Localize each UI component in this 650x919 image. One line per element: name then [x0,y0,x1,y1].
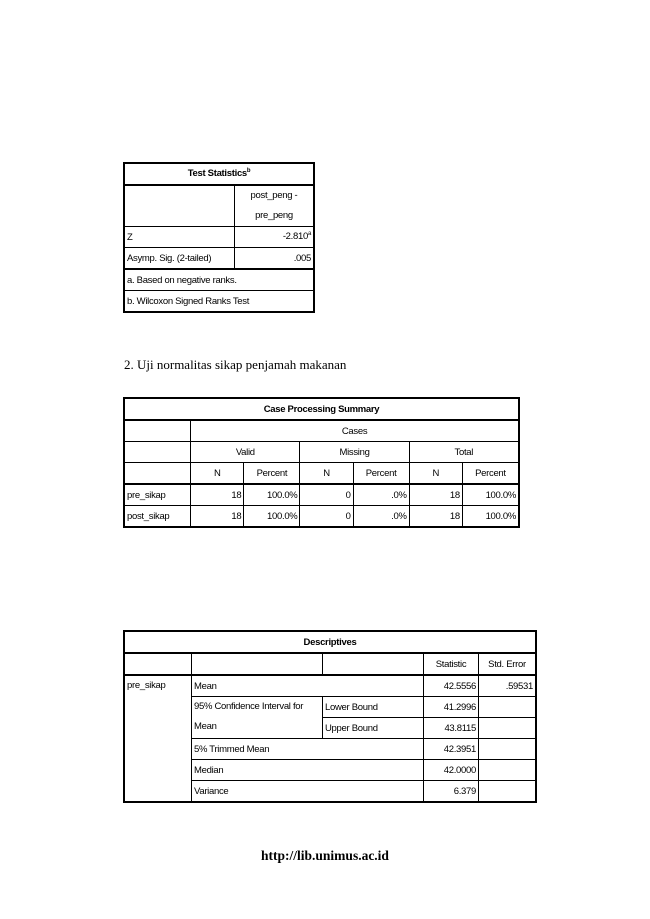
test-statistics-title: Test Statistics$^b$ [124,163,314,185]
table-row: Upper Bound 43.8115 [124,718,536,739]
descriptives-title: Descriptives [124,631,536,653]
table-row: Asymp. Sig. (2-tailed) .005 [124,248,314,270]
footnote-a: a. Based on negative ranks. [124,269,314,291]
case-processing-table: Case Processing Summary Cases Valid Missing Total N Percent N Percent N Percent pre_sikap 18 100.0% 0 .0% 18 100.0% post_sikap 18 100.0% 0 .0% 18 100.0% [123,397,520,528]
table-row: Z -2.810$^a$ [124,227,314,248]
table-row: post_sikap 18 100.0% 0 .0% 18 100.0% [124,506,519,528]
case-processing-title: Case Processing Summary [124,398,519,420]
section-heading: 2. Uji normalitas sikap penjamah makanan [124,357,347,372]
descriptives-table: Descriptives Statistic Std. Error pre_sikap Mean 42.5556 .59531 95% Confidence Interval for Mean Lower Bound 41.2996 Upper Bound 43.8115 5% Trimmed Mean 42.3951 Median 42.0000 Variance 6.379 [123,630,537,803]
table-row: Median 42.0000 [124,760,536,781]
table-row: 5% Trimmed Mean 42.3951 [124,739,536,760]
table-row: 95% Confidence Interval for Mean Lower Bound 41.2996 [124,697,536,718]
table-row: pre_sikap 18 100.0% 0 .0% 18 100.0% [124,484,519,506]
table-row: Variance 6.379 [124,781,536,803]
footnote-b: b. Wilcoxon Signed Ranks Test [124,291,314,313]
column-header: post_peng - pre_peng [235,185,315,227]
test-statistics-table [123,162,315,313]
footer-url: http://lib.unimus.ac.id [261,848,389,863]
table-row: pre_sikap Mean 42.5556 .59531 [124,675,536,697]
